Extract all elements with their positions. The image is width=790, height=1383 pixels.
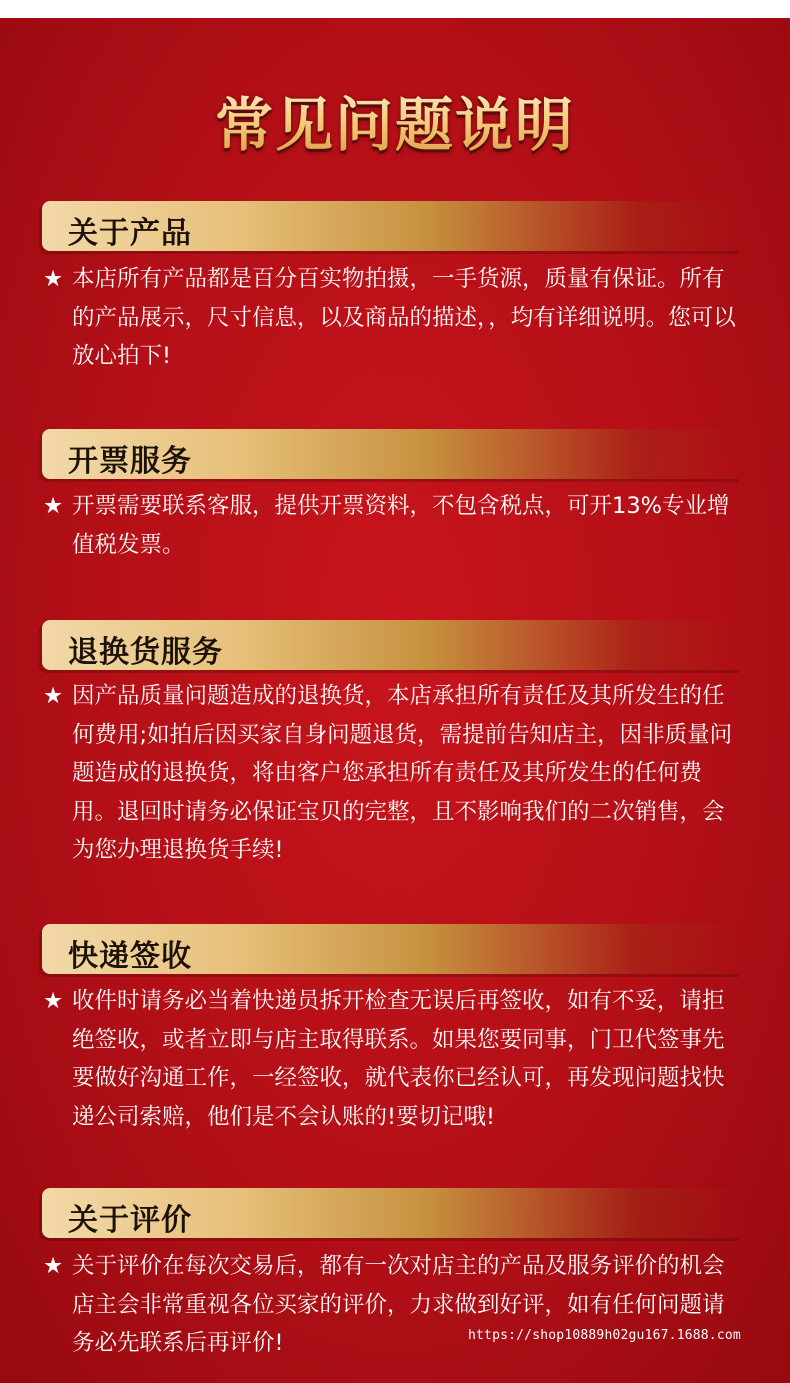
section-heading-delivery	[42, 924, 742, 974]
section-heading-product	[42, 201, 742, 251]
section-heading-returns	[42, 620, 742, 670]
star-icon: ★	[43, 266, 64, 292]
star-icon: ★	[43, 683, 64, 709]
section-heading-label: 开票服务	[68, 444, 192, 479]
section-body-delivery	[43, 982, 743, 1136]
section-heading-label: 关于产品	[68, 216, 192, 251]
section-body-reviews	[43, 1247, 743, 1363]
section-text: 收件时请务必当着快递员拆开检查无误后再签收，如有不妥，请拒绝签收，或者立即与店主取得联系。如果您要同事，门卫代签事先要做好沟通工作，一经签收，就代表你已经认可，再发现问题找快递公司索赔，他们是不会认账的!要切记哦!	[72, 988, 725, 1130]
star-icon: ★	[43, 988, 64, 1014]
shop-url-watermark: https://shop10889h02gu167.1688.com	[468, 1328, 741, 1343]
section-text: 开票需要联系客服，提供开票资料，不包含税点，可开13%专业增值税发票。	[72, 493, 730, 558]
section-heading-label: 退换货服务	[68, 635, 223, 670]
section-heading-label: 快递签收	[68, 939, 192, 974]
section-text: 因产品质量问题造成的退换货，本店承担所有责任及其所发生的任何费用;如拍后因买家自身问题退货，需提前告知店主，因非质量问题造成的退换货，将由客户您承担所有责任及其所发生的任何费用。退回时请务必保证宝贝的完整，且不影响我们的二次销售，会为您办理退换货手续!	[72, 683, 733, 863]
section-body-returns	[43, 677, 743, 870]
section-heading-label: 关于评价	[68, 1203, 192, 1238]
section-body-invoice	[43, 487, 743, 564]
section-body-product	[43, 260, 743, 376]
section-text: 本店所有产品都是百分百实物拍摄，一手货源，质量有保证。所有的产品展示，尺寸信息，以及商品的描述，，均有详细说明。您可以放心拍下!	[72, 266, 736, 369]
page-title: 常见问题说明	[0, 78, 790, 162]
star-icon: ★	[43, 493, 64, 519]
section-heading-invoice	[42, 429, 742, 479]
faq-page	[0, 18, 790, 1383]
section-heading-reviews	[42, 1188, 742, 1238]
section-text: 关于评价在每次交易后，都有一次对店主的产品及服务评价的机会店主会非常重视各位买家的评价，力求做到好评，如有任何问题请务必先联系后再评价!	[72, 1253, 725, 1356]
star-icon: ★	[43, 1253, 64, 1279]
